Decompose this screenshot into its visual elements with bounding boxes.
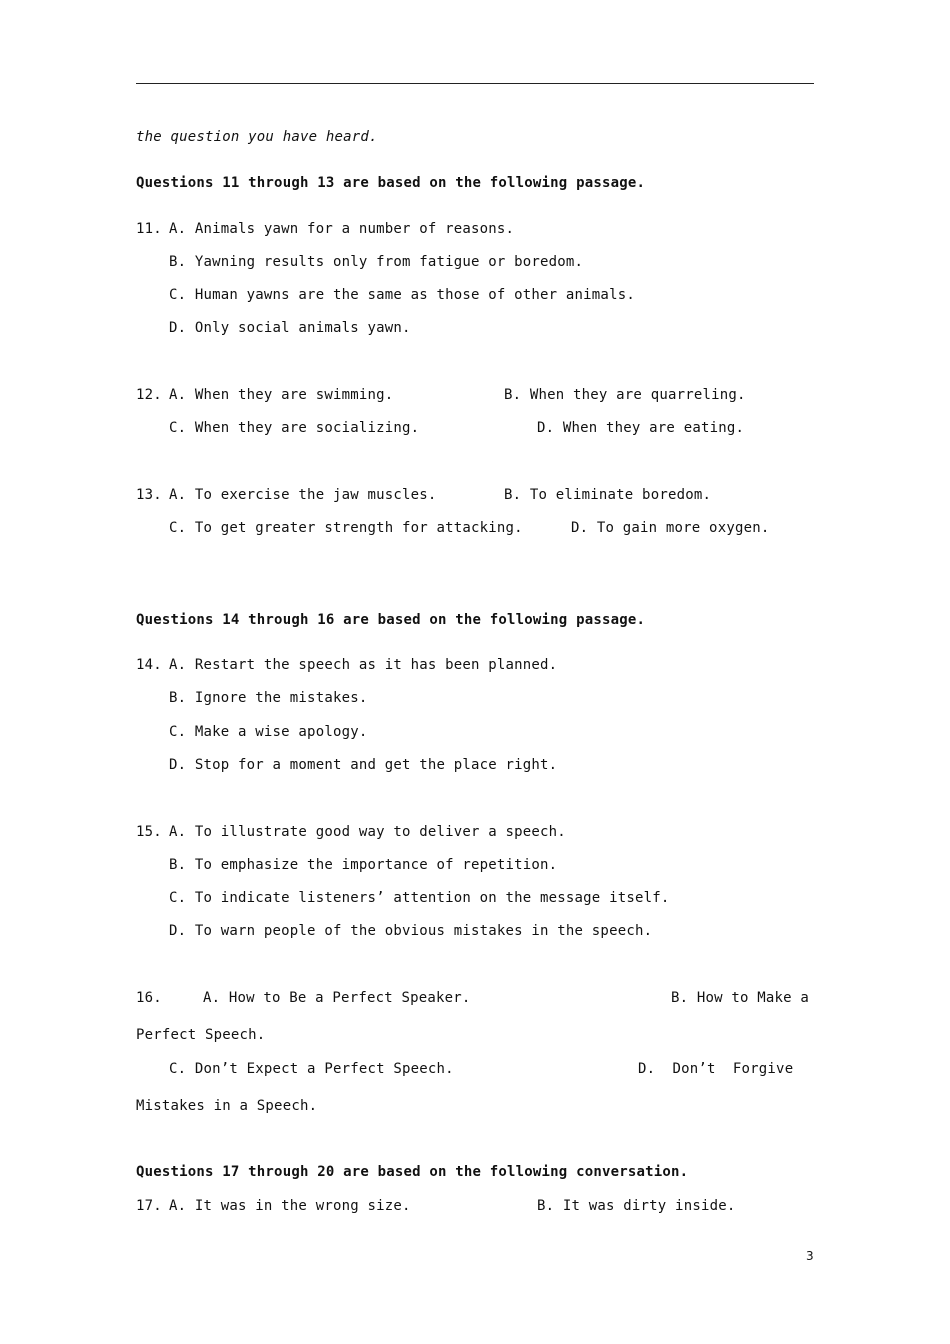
header-rule: [136, 83, 814, 84]
question-number-13: 13.: [136, 487, 162, 503]
option-16-d-line2: Mistakes in a Speech.: [136, 1098, 318, 1114]
option-13-b: B. To eliminate boredom.: [504, 487, 712, 503]
option-11-a: A. Animals yawn for a number of reasons.: [169, 221, 515, 237]
option-15-a: A. To illustrate good way to deliver a speech.: [169, 824, 566, 840]
option-16-d-line1: D. Don’t Forgive: [638, 1061, 794, 1077]
intro-text: the question you have heard.: [136, 129, 378, 145]
section-heading-11-13: Questions 11 through 13 are based on the following passage.: [136, 175, 646, 191]
option-16-c: C. Don’t Expect a Perfect Speech.: [169, 1061, 454, 1077]
section-heading-17-20: Questions 17 through 20 are based on the following conversation.: [136, 1164, 689, 1180]
option-13-d: D. To gain more oxygen.: [571, 520, 770, 536]
option-15-c: C. To indicate listeners’ attention on the message itself.: [169, 890, 670, 906]
option-16-b-line2: Perfect Speech.: [136, 1027, 266, 1043]
option-14-a: A. Restart the speech as it has been planned.: [169, 657, 558, 673]
option-11-d: D. Only social animals yawn.: [169, 320, 411, 336]
option-13-a: A. To exercise the jaw muscles.: [169, 487, 437, 503]
option-16-b-line1: B. How to Make a: [671, 990, 810, 1006]
option-14-c: C. Make a wise apology.: [169, 724, 368, 740]
question-number-15: 15.: [136, 824, 162, 840]
option-12-a: A. When they are swimming.: [169, 387, 394, 403]
section-heading-14-16: Questions 14 through 16 are based on the following passage.: [136, 612, 646, 628]
question-number-12: 12.: [136, 387, 162, 403]
option-17-b: B. It was dirty inside.: [537, 1198, 736, 1214]
question-number-14: 14.: [136, 657, 162, 673]
question-number-16: 16.: [136, 990, 162, 1006]
option-11-b: B. Yawning results only from fatigue or boredom.: [169, 254, 584, 270]
page-number: 3: [806, 1249, 814, 1263]
option-12-b: B. When they are quarreling.: [504, 387, 746, 403]
option-15-d: D. To warn people of the obvious mistakes in the speech.: [169, 923, 653, 939]
question-number-17: 17.: [136, 1198, 162, 1214]
option-14-b: B. Ignore the mistakes.: [169, 690, 368, 706]
option-14-d: D. Stop for a moment and get the place right.: [169, 757, 558, 773]
option-11-c: C. Human yawns are the same as those of other animals.: [169, 287, 635, 303]
option-16-a: A. How to Be a Perfect Speaker.: [203, 990, 471, 1006]
option-15-b: B. To emphasize the importance of repetition.: [169, 857, 558, 873]
option-17-a: A. It was in the wrong size.: [169, 1198, 411, 1214]
question-number-11: 11.: [136, 221, 162, 237]
option-12-c: C. When they are socializing.: [169, 420, 420, 436]
option-13-c: C. To get greater strength for attacking.: [169, 520, 523, 536]
option-12-d: D. When they are eating.: [537, 420, 745, 436]
